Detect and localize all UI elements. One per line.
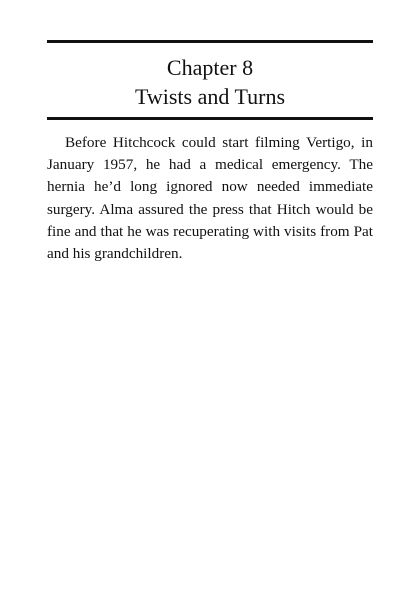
bottom-rule-divider [47, 117, 373, 120]
chapter-title: Twists and Turns [134, 84, 286, 109]
chapter-number: Chapter 8 [166, 55, 254, 80]
body-paragraph: Before Hitchcock could start filming Vertigo, in January 1957, he had a medical emergency. The hernia he’d long ignored now needed immediate surgery. Alma assured the press that Hitch would be fine and that he was recuperating with visits from Pat and his grandchildren. [47, 134, 373, 263]
top-rule-divider [47, 40, 373, 43]
chapter-heading [47, 53, 373, 111]
